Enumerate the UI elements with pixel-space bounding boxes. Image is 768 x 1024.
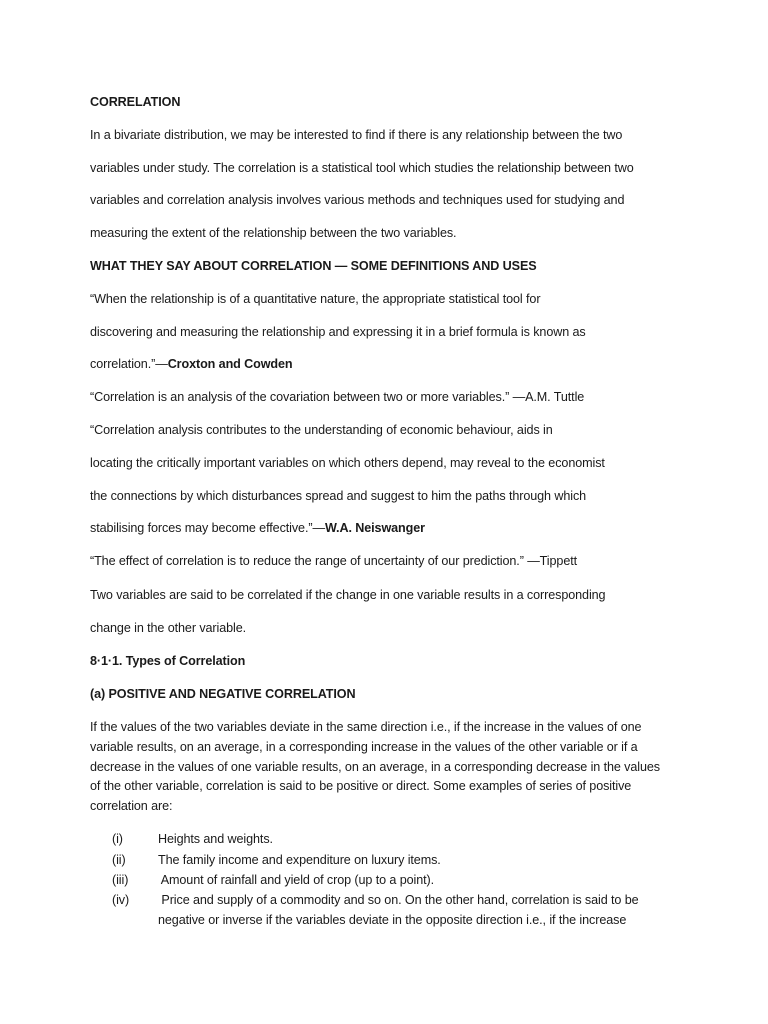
- list-item: Amount of rainfall and yield of crop (up to a point).: [158, 873, 435, 887]
- paragraph-line: of the other variable, correlation is said to be positive or direct. Some examples of series of positive: [90, 779, 632, 793]
- intro-line: variables under study. The correlation is a statistical tool which studies the relationship between two: [90, 161, 634, 175]
- quote-line: [90, 356, 293, 372]
- intro-line: In a bivariate distribution, we may be interested to find if there is any relationship between the two: [90, 128, 623, 142]
- quote-line: the connections by which disturbances spread and suggest to him the paths through which: [90, 489, 587, 503]
- quote-line: discovering and measuring the relationship and expressing it in a brief formula is known as: [90, 325, 586, 339]
- list-item-number: (ii): [112, 853, 126, 867]
- quote-line: [90, 520, 425, 536]
- subheading-positive-negative: (a) POSITIVE AND NEGATIVE CORRELATION: [90, 687, 356, 701]
- list-item: The family income and expenditure on luxury items.: [158, 853, 441, 867]
- definition-line: change in the other variable.: [90, 621, 247, 635]
- intro-line: variables and correlation analysis involves various methods and techniques used for studying and: [90, 193, 625, 207]
- quote-text: correlation.”—: [90, 357, 168, 371]
- intro-line: measuring the extent of the relationship between the two variables.: [90, 226, 457, 240]
- quote-line: “Correlation is an analysis of the covariation between two or more variables.” —A.M. Tuttle: [90, 390, 585, 404]
- list-item: Price and supply of a commodity and so on. On the other hand, correlation is said to be: [158, 893, 639, 907]
- list-item: Heights and weights.: [158, 832, 273, 846]
- list-item-number: (i): [112, 832, 123, 846]
- quote-line: locating the critically important variables on which others depend, may reveal to the economist: [90, 456, 605, 470]
- paragraph-line: variable results, on an average, in a corresponding increase in the values of the other variable or if a: [90, 740, 638, 754]
- quote-line: “The effect of correlation is to reduce the range of uncertainty of our prediction.” —Tippett: [90, 554, 578, 568]
- quote-author: Croxton and Cowden: [167, 357, 293, 371]
- definition-line: Two variables are said to be correlated if the change in one variable results in a corresponding: [90, 588, 606, 602]
- quote-line: “When the relationship is of a quantitative nature, the appropriate statistical tool for: [90, 292, 541, 306]
- list-item-number: (iv): [112, 893, 130, 907]
- section-heading: CORRELATION: [90, 95, 181, 109]
- list-item-continuation: negative or inverse if the variables deviate in the opposite direction i.e., if the increase: [158, 913, 627, 927]
- quote-line: “Correlation analysis contributes to the understanding of economic behaviour, aids in: [90, 423, 553, 437]
- quote-author: W.A. Neiswanger: [324, 521, 425, 535]
- paragraph-line: correlation are:: [90, 799, 173, 813]
- types-heading: 8·1·1. Types of Correlation: [90, 654, 246, 668]
- paragraph-line: decrease in the values of one variable results, on an average, in a corresponding decrease in the values: [90, 760, 660, 774]
- list-item-number: (iii): [112, 873, 129, 887]
- quote-text: stabilising forces may become effective.”—: [90, 521, 325, 535]
- paragraph-line: If the values of the two variables deviate in the same direction i.e., if the increase in the values of one: [90, 720, 642, 734]
- definitions-heading: WHAT THEY SAY ABOUT CORRELATION — SOME DEFINITIONS AND USES: [90, 259, 537, 273]
